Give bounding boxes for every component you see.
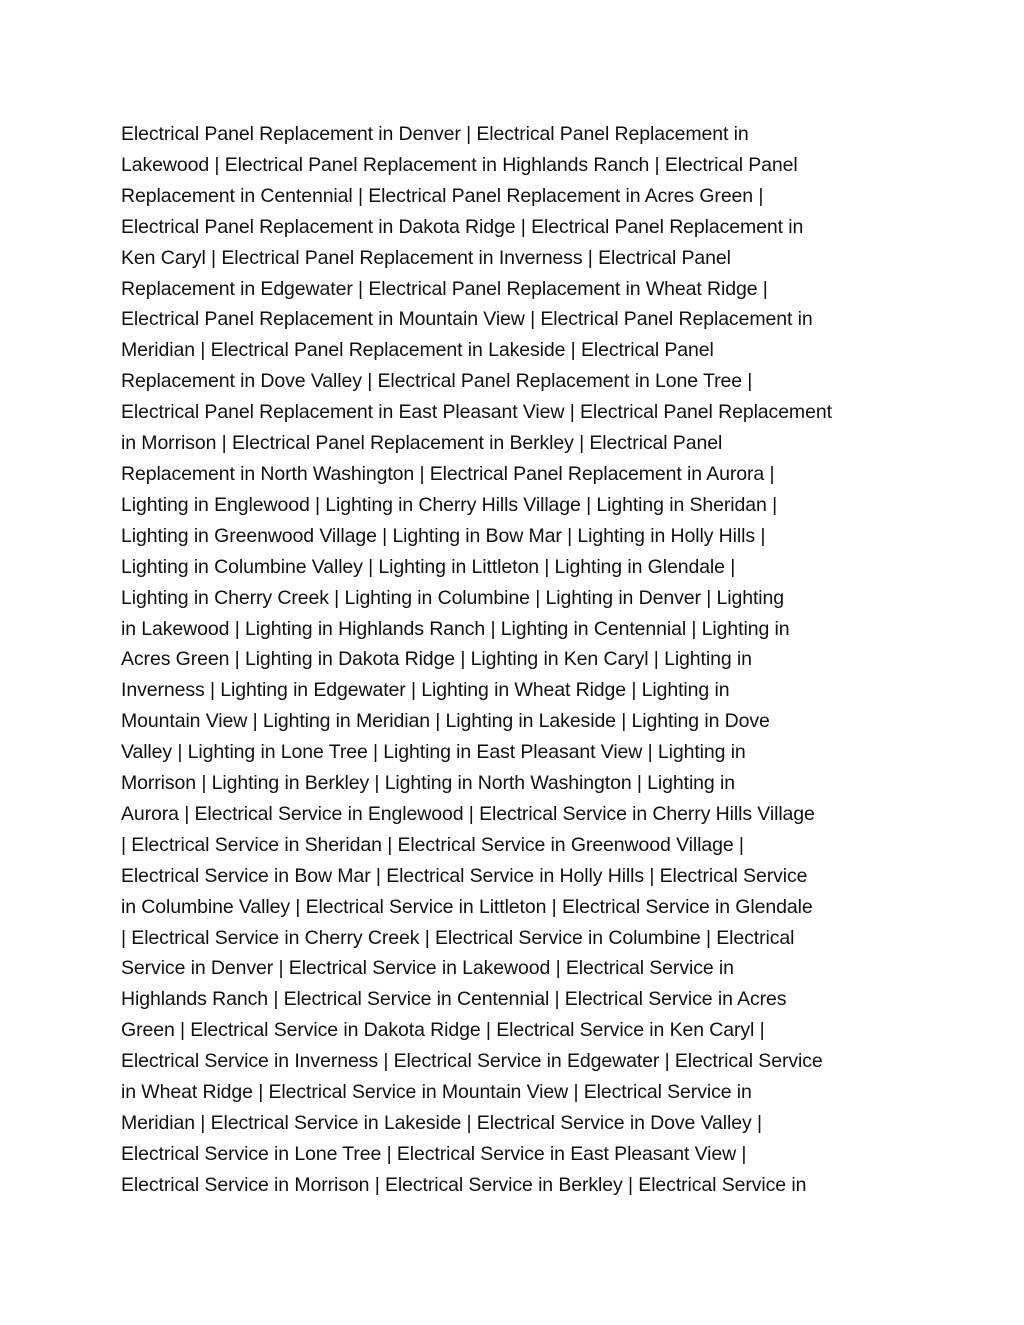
text-line: Electrical Panel Replacement in Mountain View | Electrical Panel Replacement in bbox=[121, 308, 813, 331]
text-line: in Columbine Valley | Electrical Service in Littleton | Electrical Service in Glendale bbox=[121, 895, 813, 918]
text-line: Lighting in Englewood | Lighting in Cherry Hills Village | Lighting in Sheridan | bbox=[121, 493, 778, 516]
text-line: Lakewood | Electrical Panel Replacement in Highlands Ranch | Electrical Panel bbox=[121, 153, 798, 176]
text-line: Replacement in North Washington | Electrical Panel Replacement in Aurora | bbox=[121, 462, 775, 485]
text-line: Electrical Service in Bow Mar | Electrical Service in Holly Hills | Electrical Service bbox=[121, 864, 808, 887]
text-line: Meridian | Electrical Service in Lakeside | Electrical Service in Dove Valley | bbox=[121, 1112, 762, 1134]
text-line: Lighting in Columbine Valley | Lighting in Littleton | Lighting in Glendale | bbox=[121, 555, 736, 578]
text-line: Morrison | Lighting in Berkley | Lighting in North Washington | Lighting in bbox=[121, 772, 735, 795]
text-line: Replacement in Centennial | Electrical Panel Replacement in Acres Green | bbox=[121, 184, 764, 207]
text-line: Ken Caryl | Electrical Panel Replacement in Inverness | Electrical Panel bbox=[121, 246, 731, 269]
text-line: Service in Denver | Electrical Service in Lakewood | Electrical Service in bbox=[121, 957, 734, 980]
text-line: Electrical Service in Morrison | Electrical Service in Berkley | Electrical Service in bbox=[121, 1173, 807, 1196]
text-line: Lighting in Cherry Creek | Lighting in Columbine | Lighting in Denver | Lighting bbox=[121, 586, 784, 609]
text-line: Replacement in Dove Valley | Electrical Panel Replacement in Lone Tree | bbox=[121, 370, 753, 393]
text-line: Green | Electrical Service in Dakota Ridge | Electrical Service in Ken Caryl | bbox=[121, 1019, 765, 1042]
body-text bbox=[121, 119, 911, 1201]
text-line: Lighting in Greenwood Village | Lighting in Bow Mar | Lighting in Holly Hills | bbox=[121, 524, 766, 547]
text-line: | Electrical Service in Sheridan | Electrical Service in Greenwood Village | bbox=[121, 833, 744, 856]
text-line: Aurora | Electrical Service in Englewood | Electrical Service in Cherry Hills Village bbox=[121, 802, 815, 825]
text-line: Electrical Panel Replacement in Denver | Electrical Panel Replacement in bbox=[121, 123, 749, 145]
text-line: Valley | Lighting in Lone Tree | Lighting in East Pleasant View | Lighting in bbox=[121, 741, 746, 764]
document-page bbox=[121, 119, 911, 1201]
text-line: | Electrical Service in Cherry Creek | Electrical Service in Columbine | Electrical bbox=[121, 926, 795, 949]
text-line: Replacement in Edgewater | Electrical Panel Replacement in Wheat Ridge | bbox=[121, 277, 768, 300]
text-line: Electrical Service in Inverness | Electrical Service in Edgewater | Electrical Service bbox=[121, 1050, 823, 1073]
text-line: Highlands Ranch | Electrical Service in Centennial | Electrical Service in Acres bbox=[121, 988, 787, 1011]
text-line: in Morrison | Electrical Panel Replacement in Berkley | Electrical Panel bbox=[121, 432, 723, 455]
text-line: Meridian | Electrical Panel Replacement in Lakeside | Electrical Panel bbox=[121, 339, 714, 362]
text-line: in Wheat Ridge | Electrical Service in Mountain View | Electrical Service in bbox=[121, 1081, 752, 1104]
text-line: Electrical Service in Lone Tree | Electrical Service in East Pleasant View | bbox=[121, 1142, 747, 1165]
text-line: in Lakewood | Lighting in Highlands Ranch | Lighting in Centennial | Lighting in bbox=[121, 617, 790, 640]
text-line: Mountain View | Lighting in Meridian | Lighting in Lakeside | Lighting in Dove bbox=[121, 710, 770, 733]
text-line: Electrical Panel Replacement in Dakota Ridge | Electrical Panel Replacement in bbox=[121, 215, 804, 238]
text-line: Inverness | Lighting in Edgewater | Lighting in Wheat Ridge | Lighting in bbox=[121, 679, 730, 702]
text-line: Electrical Panel Replacement in East Pleasant View | Electrical Panel Replacement bbox=[121, 401, 832, 424]
text-line: Acres Green | Lighting in Dakota Ridge | Lighting in Ken Caryl | Lighting in bbox=[121, 648, 752, 671]
